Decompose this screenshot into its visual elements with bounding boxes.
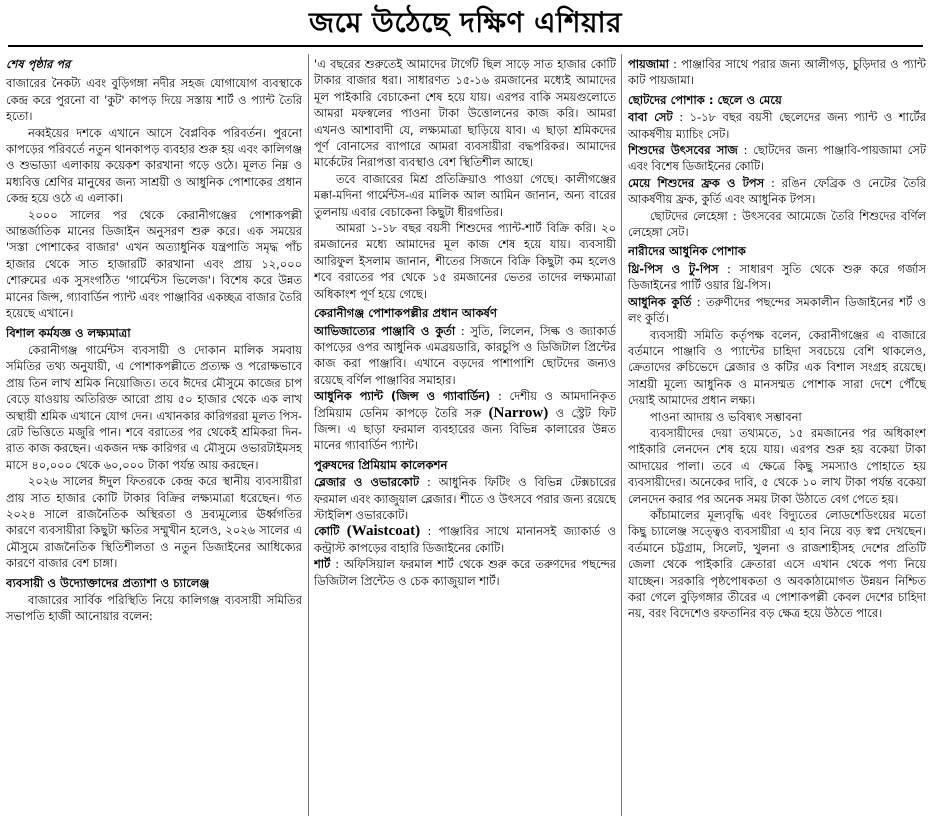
headline-rule [8, 45, 923, 47]
item-label: থ্রি-পিস ও টু-পিস [628, 261, 719, 276]
latin-term: (Narrow) [488, 404, 549, 421]
column-2 [314, 56, 616, 816]
item-paragraph [314, 474, 616, 523]
item-paragraph [628, 109, 926, 142]
paragraph: কাঁচামালের মূল্যবৃদ্ধি এবং বিদ্যুতের লোডশেডিংয়ের মতো কিছু চ্যালেঞ্জ সত্ত্বেও ব্যবসায়ীরা এ হাব নিয়ে বড় স্বপ্ন দেখছেন। বর্তমানে চট্টগ্রাম, সিলেট, খুলনা ও রাজশাহীসহ দেশের প্রতিটি জেলা থেকে পাইকারি ক্রেতারা এসে এখান থেকে পণ্য নিয়ে যাচ্ছেন। সরকারি পৃষ্ঠপোষকতা ও অবকাঠামোগত উন্নয়ন নিশ্চিত করা গেলে বুড়িগঙ্গার তীরের এ পোশাকপল্লী কেবল দেশের চাহিদা নয়, বরং বিদেশেও রফতানির বড় ক্ষেত্র হয়ে উঠতে পারে। [628, 507, 926, 621]
column-3 [628, 56, 926, 816]
column-divider-2 [621, 54, 622, 816]
item-text: : পাঞ্জাবির সাথে পরার জন্য আলীগড়, চুড়িদার ও প্যান্ট কাট পায়জামা। [628, 57, 926, 88]
item-text: : অফিসিয়াল ফরমাল শার্ট থেকে শুরু করে তরুণদের পছন্দের ডিজিটাল প্রিন্টেড ও চেক ক্যাজুয়াল শার্ট। [314, 557, 616, 588]
subheading: কেরানীগঞ্জ পোশাকপল্লীর প্রধান আকর্ষণ [314, 306, 497, 321]
item-text: ও স্ট্রেট ফিট জিন্স। এ ছাড়া ফরমাল ব্যবহারের জন্য বিভিন্ন কালারের উন্নত মানের গ্যাবার্ডিন প্যান্ট। [314, 405, 616, 453]
paragraph: বাজারের নৈকট্য এবং বুড়িগঙ্গা নদীর সহজ যোগাযোগ ব্যবস্থাকে কেন্দ্র করে পুরনো বা 'কুট' কাপড় দিয়ে সস্তায় শার্ট ও প্যান্ট তৈরি হতো। [6, 76, 302, 124]
subheading: ছোটদের পোশাক : ছেলে ও মেয়ে [628, 92, 782, 107]
column-divider-1 [308, 54, 309, 816]
item-text: : সাধারণ সুতি থেকে শুরু করে গর্জাস ডিজাইনের পার্টি ওয়ার থ্রি-পিস। [628, 261, 926, 293]
paragraph: কেরানীগঞ্জ গার্মেন্টস ব্যবসায়ী ও দোকান মালিক সমবায় সমিতির তথ্য অনুযায়ী, এ পোশাকপল্লীতে প্রত্যক্ষ ও পরোক্ষভাবে প্রায় তিন লাখ শ্রমিক নিয়োজিত। তবে ঈদের মৌসুমে কাজের চাপ বেড়ে যাওয়ায় অতিরিক্ত আরো প্রায় ৫০ হাজার থেকে এক লাখ অস্থায়ী শ্রমিক এখানে যোগ দেন। এখানকার কারিগররা মূলত পিস-রেট ভিত্তিতে মজুরি পান। শবে বরাতের পর থেকেই শ্রমিকরা দিন-রাত কাজ করছেন। একজন দক্ষ কারিগর এ মৌসুমে ওভারটাইমসহ মাসে ৪০,০০০ থেকে ৬০,০০০ টাকা পর্যন্ত আয় করছেন। [6, 342, 302, 472]
paragraph: পাওনা আদায় ও ভবিষ্যৎ সম্ভাবনা [650, 409, 802, 424]
item-paragraph [628, 294, 926, 327]
item-label: আভিজাত্যের পাঞ্জাবি ও কুর্তা [314, 323, 456, 338]
item-text: : তরুণীদের পছন্দের সমকালীন ডিজাইনের শর্ট ও লং কুর্তি। [628, 294, 926, 326]
item-paragraph [628, 261, 926, 294]
item-paragraph [314, 388, 616, 454]
paragraph: 'এ বছরের শুরুতেই আমাদের টার্গেট ছিল সাড়ে সাত হাজার কোটি টাকার বাজার ধরা। সাধারণত ১৫-১৬ রমজানের মধ্যেই আমাদের মূল পাইকারি বেচাকেনা শেষ হয়ে যায়। এরপর বাকি সময়গুলোতে আমরা মফস্বলের পাওনা টাকা উত্তোলনের কাজ করি। আমরা এখনও আশাবাদী যে, লক্ষ্যমাত্রা ছাড়িয়ে যাব। এ ছাড়া শ্রমিকদের পূর্ণ বোনাসের ব্যাপারে আমরা ব্যবসায়ীরা বদ্ধপরিকর। আমাদের মার্কেটের নিরাপত্তা ব্যবস্থাও বেশ স্থিতিশীল আছে। [314, 57, 616, 170]
headline: জমে উঠেছে দক্ষিণ এশিয়ার [308, 6, 623, 39]
paragraph: আমরা ১-১৮ বছর বয়সী শিশুদের প্যান্ট-শার্ট বিক্রি করি। ২০ রমজানের মধ্যে আমাদের মূল কাজ শেষ হয়ে যায়। ব্যবসায়ী আরিফুল ইসলাম জানান, শীতের সিজনে বিক্রি কিছুটা কম হলেও শবে বরাতের পর থেকে ১৫ রমজানের ভেতর তাদের লক্ষ্যমাত্রা অধিকাংশ পূর্ণ হয়ে গেছে। [314, 221, 616, 301]
item-paragraph [628, 175, 926, 208]
item-paragraph [314, 323, 616, 389]
item-label: ব্লেজার ও ওভারকোট [314, 475, 420, 490]
paragraph: ব্যবসায়ীদের দেয়া তথ্যমতে, ১৫ রমজানের পর অধিকাংশ পাইকারি লেনদেন শেষ হয়ে যায়। এরপর শুরু হয় বকেয়া টাকা আদায়ের পালা। তবে এ ক্ষেত্রে কিছু সমস্যাও পোহাতে হয় ব্যবসায়ীদের। অনেকের দাবি, ৫ থেকে ১০ লাখ টাকা পর্যন্ত বকেয়া লেনদেন করার পর অনেক সময় টাকা উঠাতে বেগ পেতে হয়। [628, 425, 926, 506]
paragraph: ২০০০ সালের পর থেকে কেরানীগঞ্জের পোশাকপল্লী আন্তর্জাতিক মানের ডিজাইন অনুসরণ শুরু করে। এক সময়ের 'সস্তা পোশাকের বাজার' এখন অত্যাধুনিক যন্ত্রপাতি সমৃদ্ধ পাঁচ হাজার থেকে সাত হাজারটি কারখানা এবং প্রায় ১২,০০০ শোরুমের এক সুসংগঠিত 'গার্মেন্টস ভিলেজ'। বিশেষ করে উন্নত মানের জিন্স, গ্যাবার্ডিন প্যান্ট এবং পাঞ্জাবির একচ্ছত্র বাজার তৈরি হয়েছে এখানে। [6, 207, 302, 321]
paragraph: ছোটদের লেহেঙ্গা : উৎসবের আমেজে তৈরি শিশুদের বর্ণিল লেহেঙ্গা সেট। [628, 208, 926, 240]
item-label: শার্ট [314, 557, 331, 572]
paragraph: ব্যবসায়ী সমিতি কর্তৃপক্ষ বলেন, কেরানীগঞ্জের এ বাজারে বর্তমানে পাঞ্জাবি ও প্যান্টের চাহিদা সবচেয়ে বেশি থাকলেও, ক্রেতাদের রুচিভেদে ব্লেজার ও কটির এক বিশাল সংগ্রহ রয়েছে। সাশ্রয়ী মূল্যে আধুনিক ও মানসম্মত পোশাক সারা দেশে পৌঁছে দেয়াই আমাদের প্রধান লক্ষ্য। [628, 327, 926, 408]
item-text: : পাঞ্জাবির সাথে মানানসই জ্যাকার্ড ও কন্ট্রাস্ট কাপড়ের বাহারি ডিজাইনের কোটি। [314, 524, 616, 555]
column-1 [6, 56, 302, 816]
item-label: আধুনিক কুর্তি [628, 294, 692, 309]
item-label: আধুনিক প্যান্ট (জিন্স ও গ্যাবার্ডিন) [314, 389, 491, 404]
subheading: বিশাল কর্মযজ্ঞ ও লক্ষ্যমাত্রা [6, 325, 131, 340]
item-label: শিশুদের উৎসবের সাজ [628, 143, 738, 158]
item-text: : আধুনিক ফিটিং ও বিভিন্ন টেক্সচারের ফরমাল এবং ক্যাজুয়াল ব্লেজার। শীতে ও উৎসবে পরার জন্য রয়েছে স্টাইলিশ ওভারকোট। [314, 475, 616, 522]
item-text: : দেশীয় ও আমদানিকৃত প্রিমিয়াম ডেনিম কাপড়ে তৈরি সরু [314, 389, 616, 420]
item-paragraph [628, 142, 926, 175]
subheading: নারীদের আধুনিক পোশাক [628, 244, 746, 259]
item-text: : ছোটদের জন্য পাঞ্জাবি-পায়জামা সেট এবং বিশেষ ডিজাইনের কোটি। [628, 143, 926, 174]
paragraph: ২০২৬ সালের ঈদুল ফিতরকে কেন্দ্র করে স্থানীয় ব্যবসায়ীরা প্রায় সাত হাজার কোটি টাকার বিক্রির লক্ষ্যমাত্রা ধরেছেন। গত ২০২৪ সালে রাজনৈতিক অস্থিরতা ও দ্রব্যমূল্যের ঊর্ধ্বগতির কারণে ব্যবসায়ীরা কিছুটা ক্ষতির সম্মুখীন হলেও, ২০২৬ সালের এ মৌসুমে রাজনৈতিক স্থিতিশীলতা ও নতুন ডিজাইনের আধিক্যের কারণে বাজার বেশ চাঙ্গা। [6, 474, 302, 571]
subheading: ব্যবসায়ী ও উদ্যোক্তাদের প্রত্যাশা ও চ্যালেঞ্জ [6, 575, 210, 590]
item-text: : রঙিন ফেব্রিক ও নেটের তৈরি আকর্ষণীয় ফ্রক, কুর্তি এবং আধুনিক টপস। [628, 175, 926, 207]
item-paragraph [314, 523, 616, 556]
subheading: পুরুষদের প্রিমিয়াম কালেকশন [314, 457, 448, 472]
continued-kicker: শেষ পৃষ্ঠার পর [6, 57, 71, 71]
item-text: : ১-১৮ বছর বয়সী ছেলেদের জন্য প্যান্ট ও শার্টের আকর্ষণীয় ম্যাচিং সেট। [628, 110, 926, 141]
item-label: কোটি [314, 524, 340, 539]
paragraph: নব্বইয়ের দশকে এখানে আসে বৈপ্লবিক পরিবর্তন। পুরনো কাপড়ের পরিবর্তে নতুন থানকাপড় ব্যবহার শুরু হয় এবং কালিগঞ্জ ও শুভাড্যা এলাকায় কয়েকশ কারখানা গড়ে ওঠে। মূলত নিম্ন ও মধ্যবিত্ত শ্রেণির মানুষের জন্য সাশ্রয়ী ও আধুনিক পোশাকের প্রধান কেন্দ্র হয়ে ওঠে এ এলাকা। [6, 125, 302, 206]
item-paragraph [628, 56, 926, 89]
item-label: পায়জামা [628, 57, 669, 71]
paragraph: তবে বাজারের মিশ্র প্রতিক্রিয়াও পাওয়া গেছে। কালীগঞ্জের মক্কা-মদিনা গার্মেন্টস-এর মালিক আল আমিন জানান, অন্য বারের তুলনায় এবার বেচাকেনা কিছুটা ধীরগতির। [314, 171, 616, 219]
item-text: : সুতি, লিলেন, সিল্ক ও জ্যাকার্ড কাপড়ের ওপর আধুনিক এমব্রয়ডারি, কারচুপি ও ডিজিটাল প্রিন্টের কাজ করা পাঞ্জাবি। এখানে বড়দের পাশাপাশি ছোটদের জন্যও রয়েছে বর্ণিল পাঞ্জাবির সমাহার। [314, 323, 616, 387]
item-label: বাবা সেট [628, 110, 673, 125]
item-paragraph [314, 556, 616, 589]
paragraph: বাজারের সার্বিক পরিস্থিতি নিয়ে কালিগঞ্জ ব্যবসায়ী সমিতির সভাপতি হাজী আনোয়ার বলেন: [6, 593, 302, 624]
latin-term: (Waistcoat) [346, 523, 421, 540]
item-label: মেয়ে শিশুদের ফ্রক ও টপস [628, 175, 765, 190]
